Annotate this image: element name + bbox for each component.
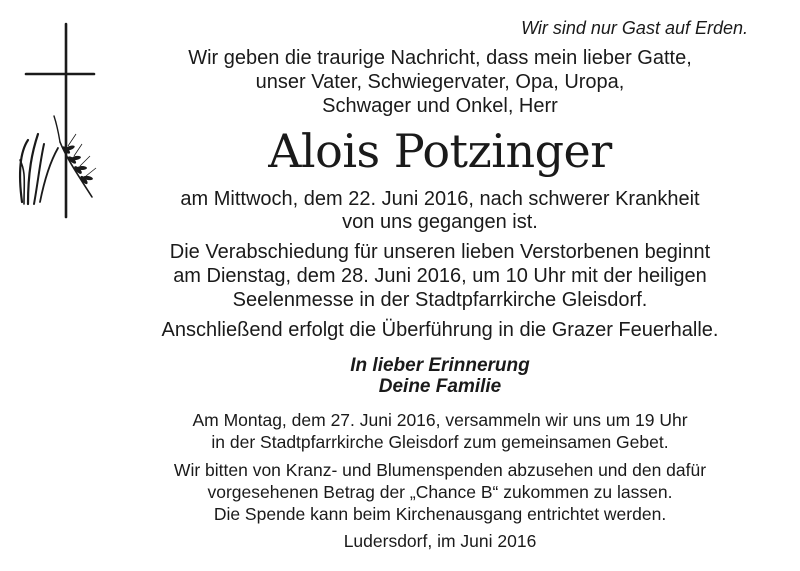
donation-line: Die Spende kann beim Kirchenausgang entrichtet werden. <box>213 504 667 524</box>
intro-line: Wir geben die traurige Nachricht, dass mein lieber Gatte, <box>188 47 692 69</box>
cross-with-wheat-icon <box>14 22 104 227</box>
prayer-line: Am Montag, dem 27. Juni 2016, versammeln wir uns um 19 Uhr <box>192 410 688 430</box>
death-line: von uns gegangen ist. <box>342 211 538 233</box>
motto: Wir sind nur Gast auf Erden. <box>521 18 748 38</box>
place-date: Ludersdorf, im Juni 2016 <box>343 531 537 551</box>
farewell-line: Die Verabschiedung für unseren lieben Verstorbenen beginnt <box>169 241 711 263</box>
intro-line: Schwager und Onkel, Herr <box>322 95 558 117</box>
death-line: am Mittwoch, dem 22. Juni 2016, nach schwerer Krankheit <box>180 188 700 210</box>
donation-line: Wir bitten von Kranz- und Blumenspenden abzusehen und den dafür <box>173 460 707 480</box>
donation-line: vorgesehenen Betrag der „Chance B“ zukommen zu lassen. <box>207 482 673 502</box>
farewell-line: Seelenmesse in der Stadtpfarrkirche Gleisdorf. <box>232 289 648 311</box>
prayer-line: in der Stadtpfarrkirche Gleisdorf zum gemeinsamen Gebet. <box>211 432 669 452</box>
intro-line: unser Vater, Schwiegervater, Opa, Uropa, <box>255 71 625 93</box>
deceased-name: Alois Potzinger <box>268 124 612 178</box>
transfer-line: Anschließend erfolgt die Überführung in die Grazer Feuerhalle. <box>161 319 719 341</box>
signature-line: In lieber Erinnerung <box>350 355 530 376</box>
signature-line: Deine Familie <box>378 376 502 397</box>
farewell-line: am Dienstag, dem 28. Juni 2016, um 10 Uhr mit der heiligen <box>173 265 707 287</box>
